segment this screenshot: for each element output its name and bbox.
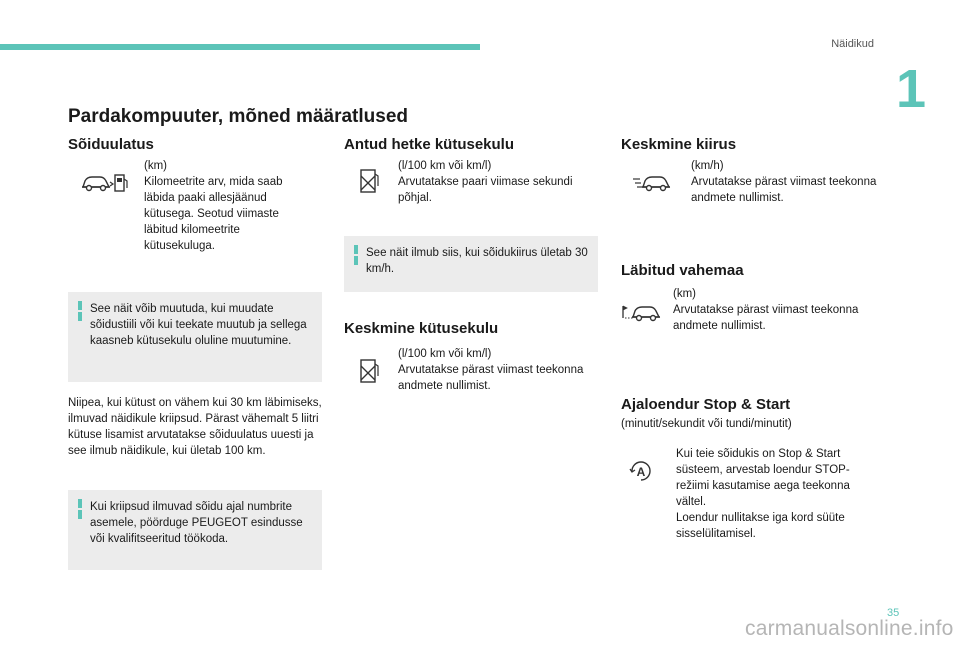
stop-start-reset-note: Loendur nullitakse iga kord süüte sisselülitamisel. — [676, 512, 845, 540]
svg-text:A: A — [636, 465, 646, 479]
distance-description: Arvutatakse pärast viimast teekonna andmete nullimist. — [673, 304, 859, 332]
instant-consumption-unit: (l/100 km või km/l) — [398, 160, 492, 172]
range-unit: (km) — [144, 160, 167, 172]
note-text: See näit võib muutuda, kui muudate sõidustiili või kui teekate muutub ja sellega kaasneb kütusekulu oluline muutumine. — [90, 303, 307, 347]
heading-stop-start-timer: Ajaloendur Stop & Start — [621, 396, 791, 413]
car-fuel-range-icon — [80, 172, 130, 194]
car-distance-icon — [620, 302, 664, 324]
chapter-number: 1 — [896, 59, 927, 119]
note-text: See näit ilmub siis, kui sõidukiirus ületab 30 km/h. — [366, 247, 588, 275]
average-speed-description: Arvutatakse pärast viimast teekonna andmete nullimist. — [691, 176, 877, 204]
note-instant-consumption — [344, 236, 598, 292]
range-dashes-paragraph: Niipea, kui kütust on vähem kui 30 km läbimiseks, ilmuvad näidikule kriipsud. Pärast vähemalt 5 liitri kütuse lisamist arvutatakse sõiduulatus uuesti ja see ilmub näidikule, kui ületab 100 km. — [68, 397, 322, 457]
heading-range: Sõiduulatus — [68, 136, 154, 153]
average-speed-unit: (km/h) — [691, 160, 724, 172]
watermark: carmanualsonline.info — [745, 617, 954, 640]
fuel-pump-icon — [358, 168, 380, 194]
note-range-variation — [68, 292, 322, 382]
section-label: Näidikud — [831, 38, 874, 50]
info-marker-icon — [354, 245, 358, 265]
average-consumption-description: Arvutatakse pärast viimast teekonna andmete nullimist. — [398, 364, 584, 392]
info-marker-icon — [78, 301, 82, 321]
note-dashes-while-driving — [68, 490, 322, 570]
page-number: 35 — [887, 607, 900, 619]
car-speed-icon — [632, 172, 674, 194]
heading-average-speed: Keskmine kiirus — [621, 136, 737, 153]
fuel-pump-icon — [358, 358, 380, 384]
stop-start-description: Kui teie sõidukis on Stop & Start süsteem, arvestab loendur STOP-režiimi kasutamise aega teekonna vältel. — [676, 448, 850, 508]
page-title: Pardakompuuter, mõned määratlused — [68, 106, 408, 127]
note-text: Kui kriipsud ilmuvad sõidu ajal numbrite asemele, pöörduge PEUGEOT esindusse või kvalifitseeritud töökoda. — [90, 501, 303, 545]
header-accent-bar — [0, 44, 480, 50]
heading-average-consumption: Keskmine kütusekulu — [344, 320, 499, 337]
instant-consumption-description: Arvutatakse paari viimase sekundi põhjal. — [398, 176, 573, 204]
info-marker-icon — [78, 499, 82, 519]
stop-start-a-icon — [628, 458, 654, 484]
heading-instant-consumption: Antud hetke kütusekulu — [344, 136, 515, 153]
stop-start-unit: (minutit/sekundit või tundi/minutit) — [621, 418, 792, 430]
range-description: Kilomeetrite arv, mida saab läbida paaki allesjäänud kütusega. Seotud viimaste läbitud kilomeetrite kütusekuluga. — [144, 176, 283, 252]
average-consumption-unit: (l/100 km või km/l) — [398, 348, 492, 360]
heading-distance: Läbitud vahemaa — [621, 262, 744, 279]
distance-unit: (km) — [673, 288, 696, 300]
